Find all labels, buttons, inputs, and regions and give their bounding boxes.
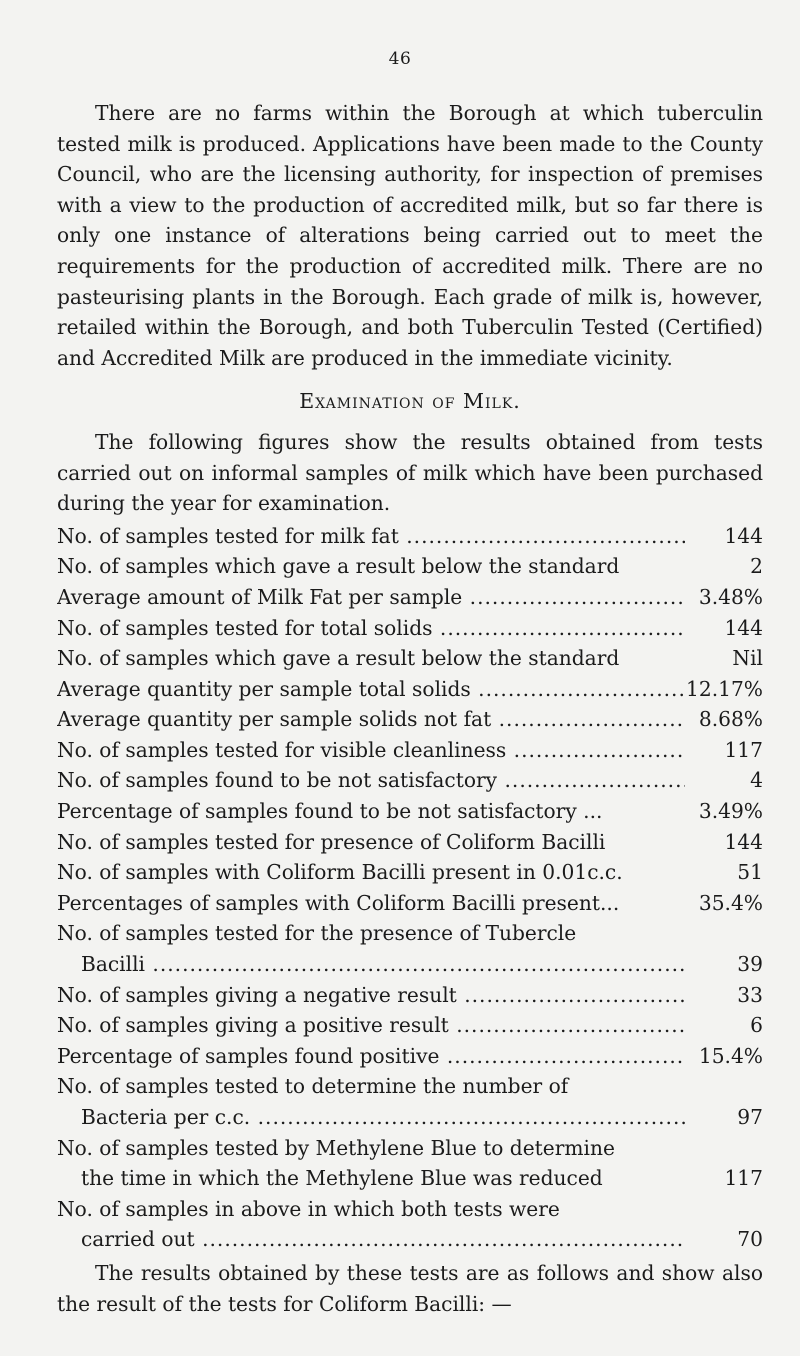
stat-row <box>57 613 763 644</box>
stat-row <box>57 980 763 1011</box>
stat-value: 33 <box>737 982 763 1007</box>
stat-row <box>57 1010 763 1041</box>
stat-label <box>57 918 685 979</box>
stat-row <box>57 582 763 613</box>
stat-label-line2: Bacteria per c.c. ..... <box>57 1102 685 1133</box>
stat-row <box>57 796 763 827</box>
closing-paragraph: The results obtained by these tests are as follows and show also the result of the tests for Coliform Bacilli: — <box>57 1260 763 1316</box>
stat-label <box>57 1071 685 1132</box>
stat-row <box>57 674 763 705</box>
stat-row <box>57 1133 763 1194</box>
stat-label: Average quantity per sample total solids ..... <box>57 674 685 705</box>
stat-label-line1: No. of samples tested by Methylene Blue to determine <box>57 1135 615 1160</box>
stat-value: Nil <box>732 646 763 671</box>
stat-row <box>57 827 763 858</box>
stat-row <box>57 704 763 735</box>
stat-value: 97 <box>737 1105 763 1129</box>
stat-label-line1: No. of samples in above in which both tests were <box>57 1196 560 1221</box>
stat-value: 4 <box>750 768 763 793</box>
stat-label: No. of samples which gave a result below the standard <box>57 554 620 579</box>
stat-label <box>57 1194 685 1255</box>
stat-value: 51 <box>737 860 763 885</box>
stat-row <box>57 643 763 674</box>
stat-value: 3.49% <box>698 799 763 824</box>
intro-paragraph: There are no farms within the Borough at which tuberculin tested milk is produced. Applications have been made to the County Council, who are the licensing authority, for inspection of premises with a view to the production of accredited milk, but so far there is only one instance of alterations being carried out to meet the requirements for the production of accredited milk. There are no pasteurising plants in the Borough. Each grade of milk is, however, retailed within the Borough, and both Tuberculin Tested (Certified) and Accredited Milk are produced in the immediate vicinity. <box>57 101 763 370</box>
stat-value: 144 <box>724 829 763 854</box>
stat-value: 144 <box>724 615 763 640</box>
stat-label: Percentage of samples found to be not satisfactory ... <box>57 799 603 824</box>
stat-label-line1: No. of samples tested for the presence of Tubercle <box>57 921 577 946</box>
stat-label: No. of samples found to be not satisfactory ..... <box>57 765 685 796</box>
stat-row <box>57 1194 763 1255</box>
stat-row <box>57 918 763 979</box>
stat-label: No. of samples with Coliform Bacilli present in 0.01c.c. <box>57 860 623 885</box>
stat-label: Percentage of samples found positive ..... <box>57 1041 685 1072</box>
stat-label: Average quantity per sample solids not fat ..... <box>57 704 685 735</box>
stat-label: No. of samples tested for visible cleanliness ..... <box>57 735 685 766</box>
stat-value: 8.68% <box>698 707 763 732</box>
stat-label: No. of samples which gave a result below the standard <box>57 646 620 671</box>
stat-label: Average amount of Milk Fat per sample ..... <box>57 582 685 613</box>
stat-label-line2: Bacilli ..... <box>57 949 685 980</box>
milk-statistics-list <box>57 521 763 1255</box>
stat-label: Percentages of samples with Coliform Bacilli present... <box>57 890 620 915</box>
stat-row <box>57 857 763 888</box>
stat-value: 15.4% <box>698 1043 763 1068</box>
stat-label-line2: the time in which the Methylene Blue was reduced <box>81 1166 603 1191</box>
stat-row <box>57 551 763 582</box>
stat-value: 3.48% <box>698 584 763 609</box>
stat-row <box>57 1071 763 1132</box>
stat-value: 35.4% <box>698 890 763 915</box>
page-number: 46 <box>388 49 412 69</box>
stat-value: 70 <box>737 1227 763 1252</box>
stat-label <box>57 1133 685 1194</box>
stat-value: 12.17% <box>686 676 763 701</box>
section-heading: Examination of Milk. <box>299 389 521 414</box>
page-content <box>57 98 763 1319</box>
stat-label: No. of samples giving a negative result ..... <box>57 980 685 1011</box>
stat-value: 39 <box>737 952 763 977</box>
stat-label: No. of samples tested for milk fat ..... <box>57 521 685 552</box>
stat-label: No. of samples tested for total solids ..... <box>57 613 685 644</box>
stat-value: 2 <box>750 554 763 579</box>
stat-row <box>57 765 763 796</box>
stat-row <box>57 888 763 919</box>
stat-value: 117 <box>724 1166 763 1191</box>
stat-row <box>57 521 763 552</box>
stat-value: 144 <box>724 523 763 548</box>
stat-label: No. of samples tested for presence of Coliform Bacilli <box>57 829 606 854</box>
section-intro-paragraph: The following figures show the results obtained from tests carried out on informal samples of milk which have been purchased during the year for examination. <box>57 429 763 516</box>
stat-value: 6 <box>750 1013 763 1038</box>
stat-label-line2: carried out ..... <box>57 1224 685 1255</box>
stat-value: 117 <box>724 737 763 762</box>
stat-row <box>57 735 763 766</box>
stat-row <box>57 1041 763 1072</box>
stat-label: No. of samples giving a positive result ..... <box>57 1010 685 1041</box>
stat-label-line1: No. of samples tested to determine the number of <box>57 1074 569 1099</box>
